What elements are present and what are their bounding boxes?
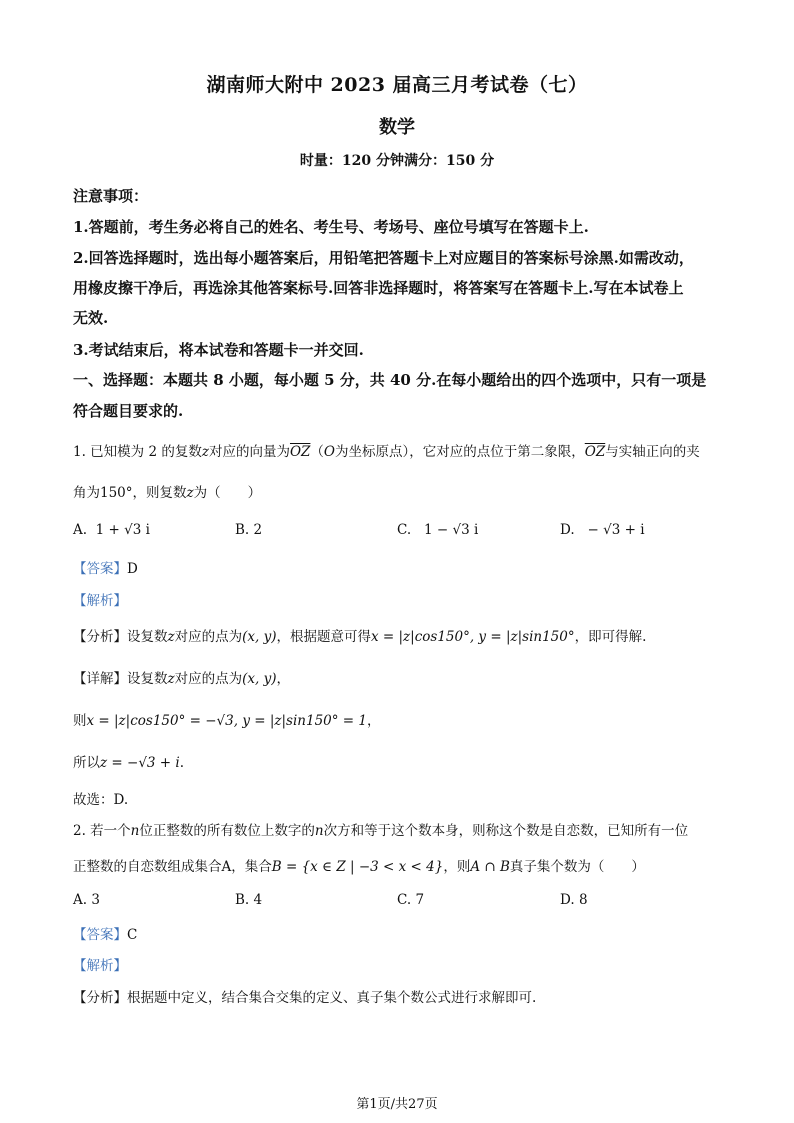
- q1-option-c: C. 1 − √3 i: [397, 522, 479, 538]
- q1-xiangjie: 【详解】设复数z对应的点为(x, y)，: [73, 671, 290, 687]
- q1-option-b: B. 2: [235, 522, 263, 538]
- exam-subject: 数学: [379, 117, 415, 138]
- q2-stem-line-1: 2. 若一个n位正整数的所有数位上数字的n次方和等于这个数本身，则称这个数是自恋数，已知所有一位: [73, 823, 689, 839]
- q2-option-d: D. 8: [560, 892, 588, 908]
- q2-analysis-tag: 【解析】: [73, 958, 127, 974]
- note-line-2a: 2.回答选择题时，选出每小题答案后，用铅笔把答题卡上对应题目的答案标号涂黑.如需改动，: [73, 249, 694, 267]
- q1-derivation-line: 则x = |z|cos150° = −√3, y = |z|sin150° = 1，: [73, 713, 381, 729]
- q2-option-a: A. 3: [73, 892, 100, 908]
- q1-option-a: A. 1 + √3 i: [73, 522, 150, 538]
- q2-fenxi: 【分析】根据题中定义，结合集合交集的定义、真子集个数公式进行求解即可.: [73, 990, 537, 1006]
- note-line-3: 3.考试结束后，将本试卷和答题卡一并交回.: [73, 341, 364, 359]
- vector-oz-2: $\overline{OZ}$: [584, 444, 606, 460]
- vector-oz: $\overline{OZ}$: [289, 444, 311, 460]
- q2-option-c: C. 7: [397, 892, 425, 908]
- note-line-2b: 用橡皮擦干净后，再选涂其他答案标号.回答非选择题时，将答案写在答题卡上.写在本试卷上: [73, 279, 684, 297]
- exam-title: 湖南师大附中 2023 届高三月考试卷（七）: [206, 74, 588, 96]
- note-line-2c: 无效.: [73, 309, 109, 327]
- q1-answer: 【答案】D: [73, 561, 138, 577]
- section-heading-line-2: 符合题目要求的.: [73, 402, 184, 420]
- q1-fenxi: 【分析】设复数z对应的点为(x, y)，根据题意可得x = |z|cos150°, y = |z|sin150°，即可得解.: [73, 629, 647, 645]
- q1-stem-line-1: 1. 已知模为 2 的复数z对应的向量为$\overline{OZ}(O$为坐标原点），它对应的点位于第二象限，$\overline{OZ}$与实轴正向的夹: [73, 444, 700, 460]
- q2-answer: 【答案】C: [73, 927, 138, 943]
- q1-analysis-tag: 【解析】: [73, 593, 127, 609]
- page-number: 第1页/共27页: [356, 1097, 438, 1112]
- angle-150: 150°: [100, 485, 133, 501]
- q2-stem-line-2: 正整数的自恋数组成集合A，集合B = {x ∈ Z | −3 < x < 4}，则A ∩ B真子集个数为（ ）: [73, 859, 645, 875]
- q1-stem-line-2: 角为150°，则复数z为（ ）: [73, 485, 262, 501]
- section-heading-line-1: 一、选择题：本题共 8 小题，每小题 5 分，共 40 分.在每小题给出的四个选项中，只有一项是: [73, 371, 707, 389]
- q1-result-line: 所以z = −√3 + i.: [73, 755, 185, 771]
- notes-heading: 注意事项：: [73, 187, 149, 205]
- exam-time-info: 时量：120 分钟满分：150 分: [299, 153, 495, 169]
- q2-option-b: B. 4: [235, 892, 263, 908]
- q1-final-choice: 故选：D.: [73, 792, 129, 808]
- note-line-1: 1.答题前，考生务必将自己的姓名、考生号、考场号、座位号填写在答题卡上.: [73, 218, 589, 236]
- q1-option-d: D. − √3 + i: [560, 522, 645, 538]
